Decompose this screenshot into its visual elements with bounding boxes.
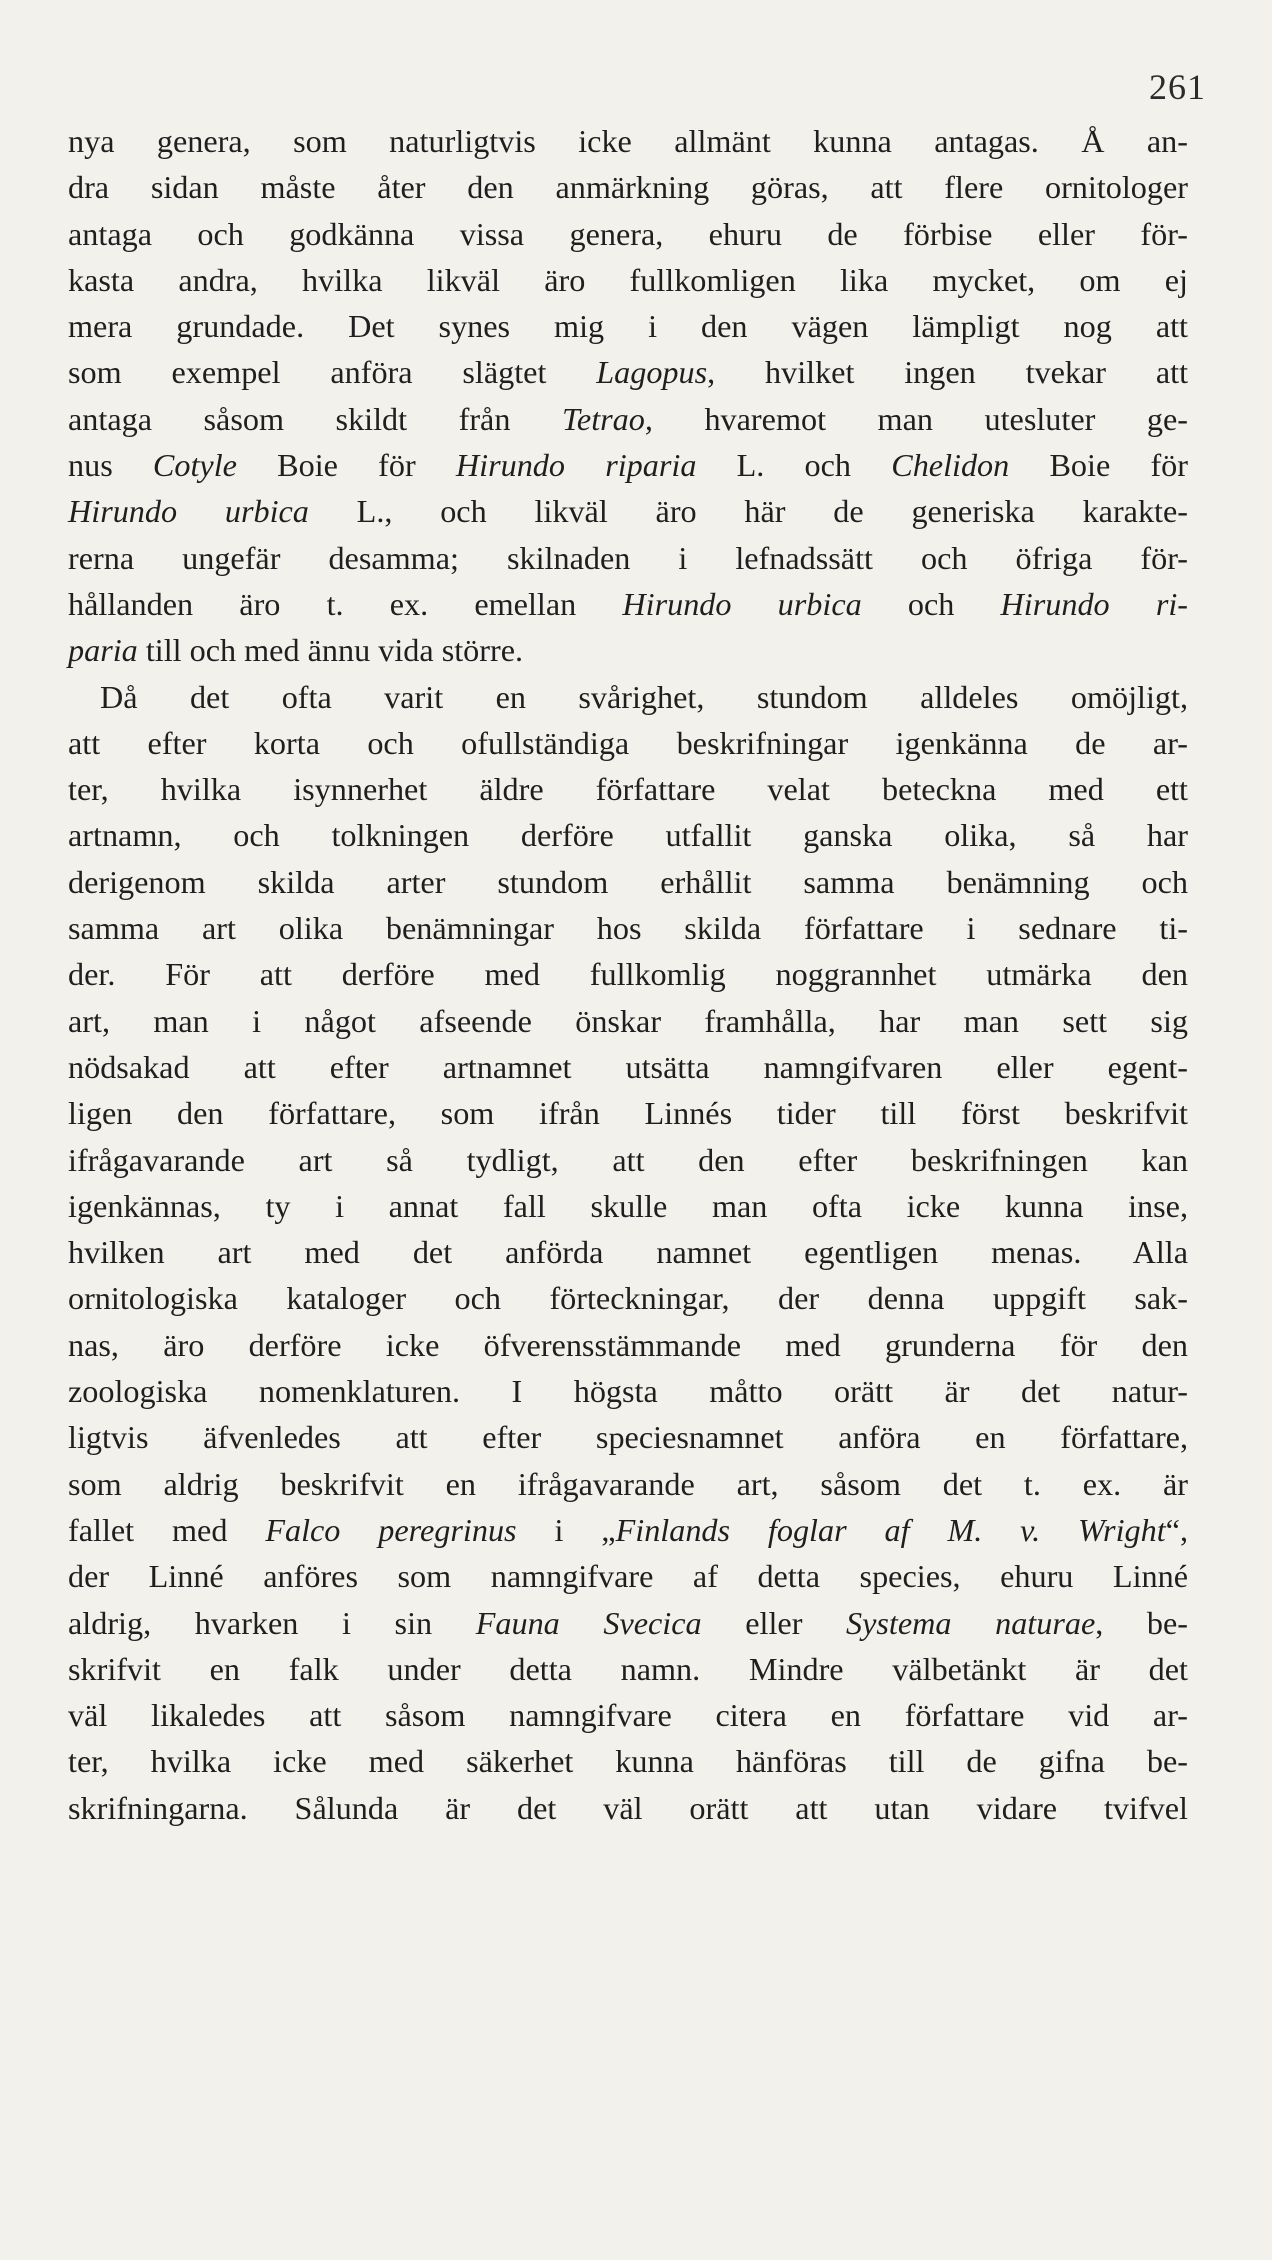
text-line xyxy=(68,118,1188,164)
text-segment: att efter korta och ofullständiga beskrifningar igenkänna de ar- xyxy=(68,724,1188,761)
text-segment: aldrig, hvarken i sin xyxy=(68,1604,476,1641)
text-line xyxy=(68,951,1188,997)
text-segment: och xyxy=(861,585,1001,622)
text-segment: ifrågavarande art så tydligt, att den efter beskrifningen kan xyxy=(68,1141,1188,1178)
text-segment: , be- xyxy=(1095,1604,1188,1641)
text-segment: ornitologiska kataloger och förteckningar, der denna uppgift sak- xyxy=(68,1280,1188,1317)
text-line xyxy=(68,1507,1188,1553)
text-line xyxy=(68,442,1188,488)
text-segment: art, man i något afseende önskar framhålla, har man sett sig xyxy=(68,1002,1188,1039)
text-line xyxy=(68,349,1188,395)
italic-term: Fauna Svecica xyxy=(475,1604,702,1641)
text-line xyxy=(68,720,1188,766)
text-segment: nödsakad att efter artnamnet utsätta namngifvaren eller egent- xyxy=(68,1048,1188,1085)
text-line xyxy=(68,1183,1188,1229)
text-line xyxy=(68,812,1188,858)
text-line xyxy=(68,581,1188,627)
text-segment: eller xyxy=(701,1604,847,1641)
text-line xyxy=(68,1553,1188,1599)
text-segment: igenkännas, ty i annat fall skulle man ofta icke kunna inse, xyxy=(68,1187,1188,1224)
text-segment: L. och xyxy=(696,447,892,484)
text-line xyxy=(68,859,1188,905)
text-line xyxy=(68,211,1188,257)
text-line xyxy=(68,1275,1188,1321)
text-segment: antaga och godkänna vissa genera, ehuru de förbise eller för- xyxy=(68,215,1188,252)
text-line xyxy=(68,998,1188,1044)
page-number: 261 xyxy=(1149,67,1206,107)
text-line xyxy=(68,1738,1188,1784)
text-segment: Då det ofta varit en svårighet, stundom alldeles omöjligt, xyxy=(100,678,1188,715)
text-segment: kasta andra, hvilka likväl äro fullkomligen lika mycket, om ej xyxy=(68,261,1188,298)
text-segment: skrifningarna. Sålunda är det väl orätt att utan vidare tvifvel xyxy=(68,1789,1188,1826)
text-line xyxy=(68,396,1188,442)
text-segment: ter, hvilka isynnerhet äldre författare velat beteckna med ett xyxy=(68,771,1188,808)
italic-term: Falco peregrinus xyxy=(265,1511,517,1548)
text-segment: nus xyxy=(68,447,153,484)
italic-term: Hirundo urbica xyxy=(622,585,862,622)
body-text xyxy=(68,118,1188,1831)
text-segment: mera grundade. Det synes mig i den vägen lämpligt nog att xyxy=(68,308,1188,345)
text-segment: nas, äro derföre icke öfverensstämmande med grunderna för den xyxy=(68,1326,1188,1363)
italic-term: Hirundo urbica xyxy=(68,493,309,530)
text-segment: “, xyxy=(1165,1511,1188,1548)
text-segment: till och med ännu vida större. xyxy=(137,632,524,669)
text-line xyxy=(68,1414,1188,1460)
text-line xyxy=(68,1600,1188,1646)
italic-term: Cotyle xyxy=(152,447,237,484)
text-line xyxy=(68,1461,1188,1507)
text-line xyxy=(68,1322,1188,1368)
text-segment: som aldrig beskrifvit en ifrågavarande art, såsom det t. ex. är xyxy=(68,1465,1188,1502)
italic-term: Hirundo riparia xyxy=(455,447,697,484)
text-line xyxy=(68,164,1188,210)
text-segment: L., och likväl äro här de generiska karakte- xyxy=(308,493,1188,530)
text-segment: derigenom skilda arter stundom erhållit samma benämning och xyxy=(68,863,1188,900)
text-line xyxy=(68,627,1188,673)
text-segment: skrifvit en falk under detta namn. Mindre välbetänkt är det xyxy=(68,1650,1188,1687)
text-segment: i „ xyxy=(516,1511,616,1548)
text-line xyxy=(68,1229,1188,1275)
text-line xyxy=(68,535,1188,581)
text-segment: hållanden äro t. ex. emellan xyxy=(68,585,623,622)
text-line xyxy=(68,1044,1188,1090)
text-segment: zoologiska nomenklaturen. I högsta måtto orätt är det natur- xyxy=(68,1373,1188,1410)
text-segment: dra sidan måste åter den anmärkning göras, att flere ornitologer xyxy=(68,169,1188,206)
text-segment: Boie för xyxy=(236,447,456,484)
text-segment: der Linné anföres som namngifvare af detta species, ehuru Linné xyxy=(68,1558,1188,1595)
text-line xyxy=(68,1692,1188,1738)
text-line xyxy=(68,1646,1188,1692)
text-segment: hvilken art med det anförda namnet egentligen menas. Alla xyxy=(68,1234,1188,1271)
text-segment: ligen den författare, som ifrån Linnés tider till först beskrifvit xyxy=(68,1095,1188,1132)
text-line xyxy=(68,1090,1188,1136)
text-segment: rerna ungefär desamma; skilnaden i lefnadssätt och öfriga för- xyxy=(68,539,1188,576)
text-segment: Boie för xyxy=(1009,447,1188,484)
text-segment: artnamn, och tolkningen derföre utfallit ganska olika, så har xyxy=(68,817,1188,854)
italic-term: Finlands foglar af M. v. Wright xyxy=(615,1511,1166,1548)
text-segment: nya genera, som naturligtvis icke allmänt kunna antagas. Å an- xyxy=(68,123,1188,159)
text-segment: ter, hvilka icke med säkerhet kunna hänföras till de gifna be- xyxy=(68,1743,1188,1780)
italic-term: Systema naturae xyxy=(846,1604,1096,1641)
text-line xyxy=(68,488,1188,534)
text-segment: fallet med xyxy=(68,1511,266,1548)
text-line xyxy=(68,766,1188,812)
text-segment: antaga såsom skildt från xyxy=(68,400,562,437)
text-segment: , hvilket ingen tvekar att xyxy=(707,354,1189,391)
text-line xyxy=(68,257,1188,303)
italic-term: Tetrao, xyxy=(561,400,653,437)
text-line xyxy=(68,1785,1188,1831)
text-segment: samma art olika benämningar hos skilda författare i sednare ti- xyxy=(68,910,1188,947)
italic-term: Chelidon xyxy=(891,447,1010,484)
text-segment: väl likaledes att såsom namngifvare citera en författare vid ar- xyxy=(68,1697,1188,1734)
text-line xyxy=(68,303,1188,349)
text-line xyxy=(68,1137,1188,1183)
italic-term: paria xyxy=(68,632,138,669)
italic-term: Hirundo ri- xyxy=(1000,585,1189,622)
text-line xyxy=(68,905,1188,951)
italic-term: Lagopus xyxy=(596,354,708,391)
text-line xyxy=(68,674,1188,720)
text-segment: ligtvis äfvenledes att efter speciesnamnet anföra en författare, xyxy=(68,1419,1188,1456)
text-segment: som exempel anföra slägtet xyxy=(68,354,597,391)
text-line xyxy=(68,1368,1188,1414)
text-segment: der. För att derföre med fullkomlig noggrannhet utmärka den xyxy=(68,956,1188,993)
text-segment: hvaremot man utesluter ge- xyxy=(652,400,1188,437)
